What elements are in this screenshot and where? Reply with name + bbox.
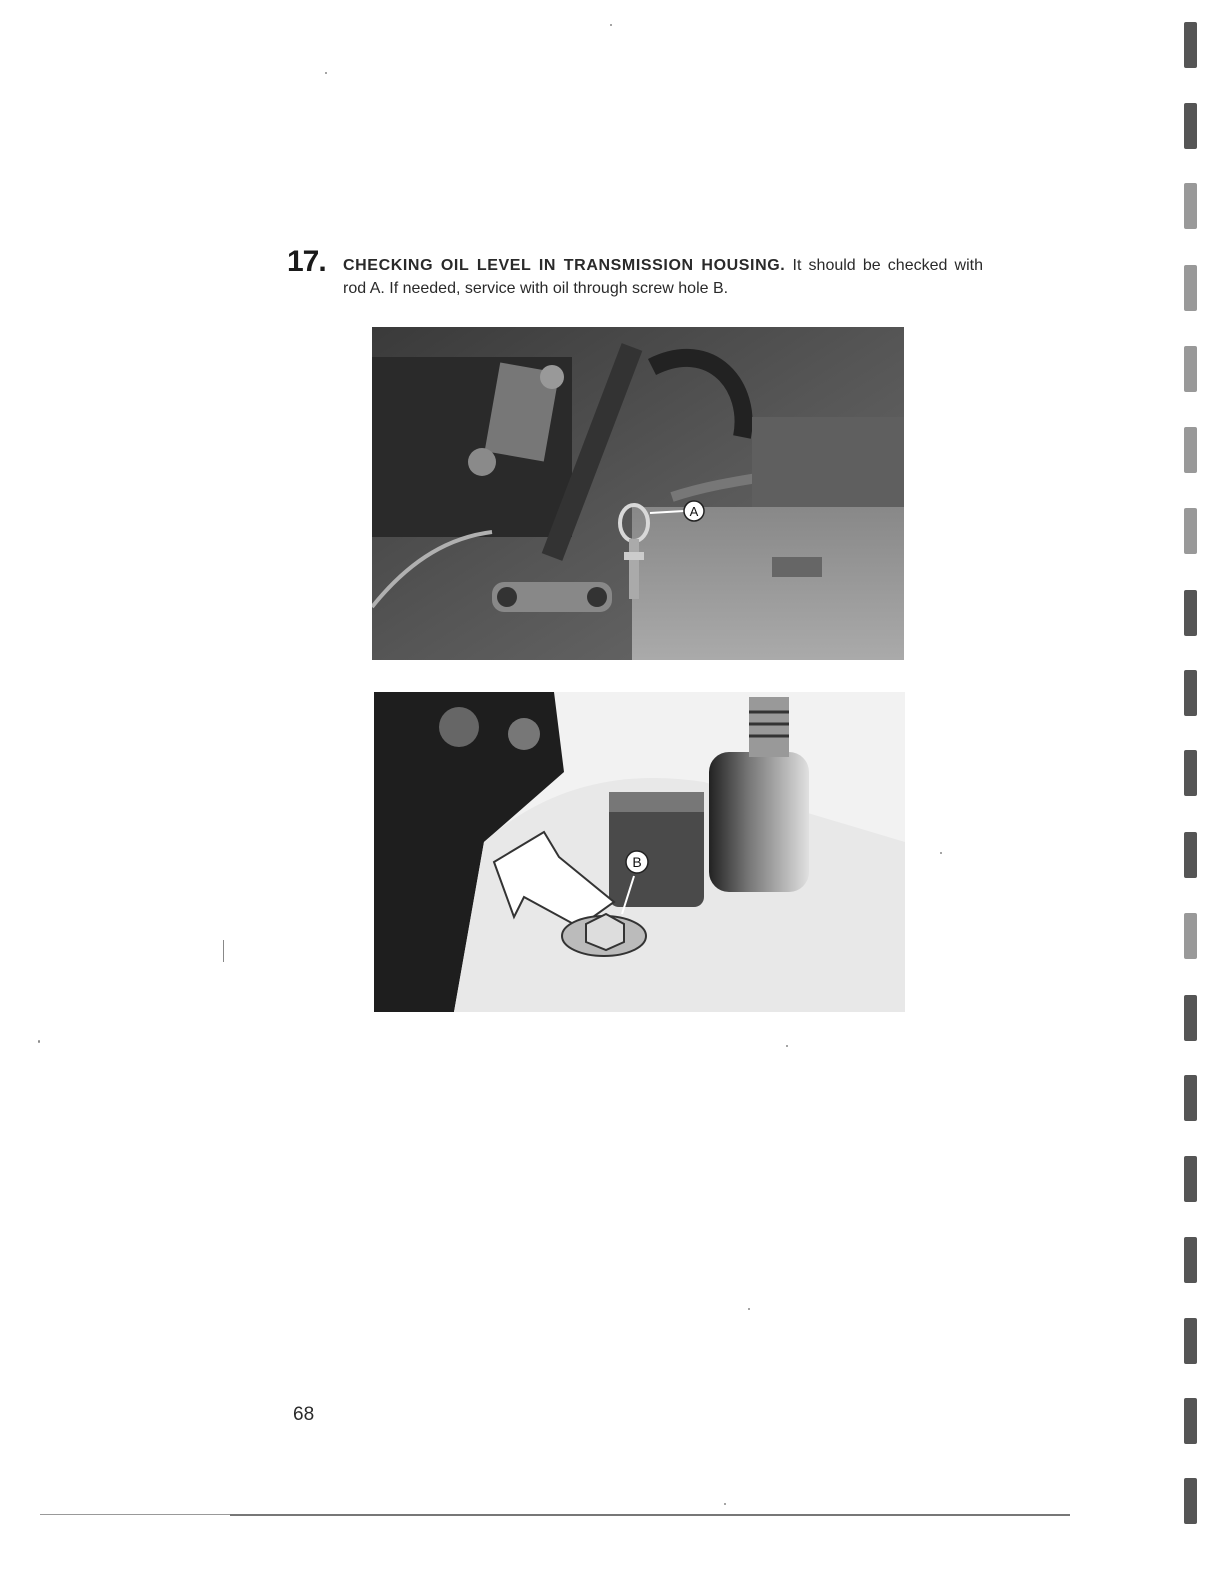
binding-mark — [1184, 1398, 1197, 1444]
scan-speck — [786, 1045, 788, 1047]
scan-speck — [724, 1503, 726, 1505]
binding-mark — [1184, 995, 1197, 1041]
binding-mark — [1184, 590, 1197, 636]
scan-speck — [223, 940, 224, 962]
step-number: 17. — [287, 245, 326, 278]
binding-mark — [1184, 1478, 1197, 1524]
bottom-rule — [40, 1514, 230, 1515]
callout-a-label: A — [689, 504, 699, 519]
binding-mark — [1184, 750, 1197, 796]
scan-speck — [610, 24, 612, 26]
scan-speck — [38, 1040, 40, 1043]
step-paragraph — [343, 254, 983, 300]
binding-mark — [1184, 670, 1197, 716]
binding-mark — [1184, 265, 1197, 311]
bottom-rule — [230, 1514, 1070, 1516]
binding-mark — [1184, 1156, 1197, 1202]
scan-speck — [325, 72, 327, 74]
binding-mark — [1184, 1318, 1197, 1364]
page-number: 68 — [293, 1404, 315, 1425]
step-body: It should be checked with rod A. If needed, service with oil through screw hole B. — [343, 257, 983, 297]
binding-mark — [1184, 103, 1197, 149]
binding-mark — [1184, 22, 1197, 68]
binding-mark — [1184, 1075, 1197, 1121]
binding-mark — [1184, 346, 1197, 392]
photo-filler-screw — [374, 692, 905, 1012]
binding-mark — [1184, 508, 1197, 554]
scan-speck — [748, 1308, 750, 1310]
step-title: CHECKING OIL LEVEL IN TRANSMISSION HOUSING. — [343, 257, 786, 274]
binding-mark — [1184, 427, 1197, 473]
binding-mark — [1184, 913, 1197, 959]
binding-mark — [1184, 183, 1197, 229]
photo-dipstick-rod — [372, 327, 904, 660]
scan-speck — [940, 852, 942, 854]
binding-mark — [1184, 832, 1197, 878]
binding-mark — [1184, 1237, 1197, 1283]
callout-b-label: B — [632, 854, 642, 870]
